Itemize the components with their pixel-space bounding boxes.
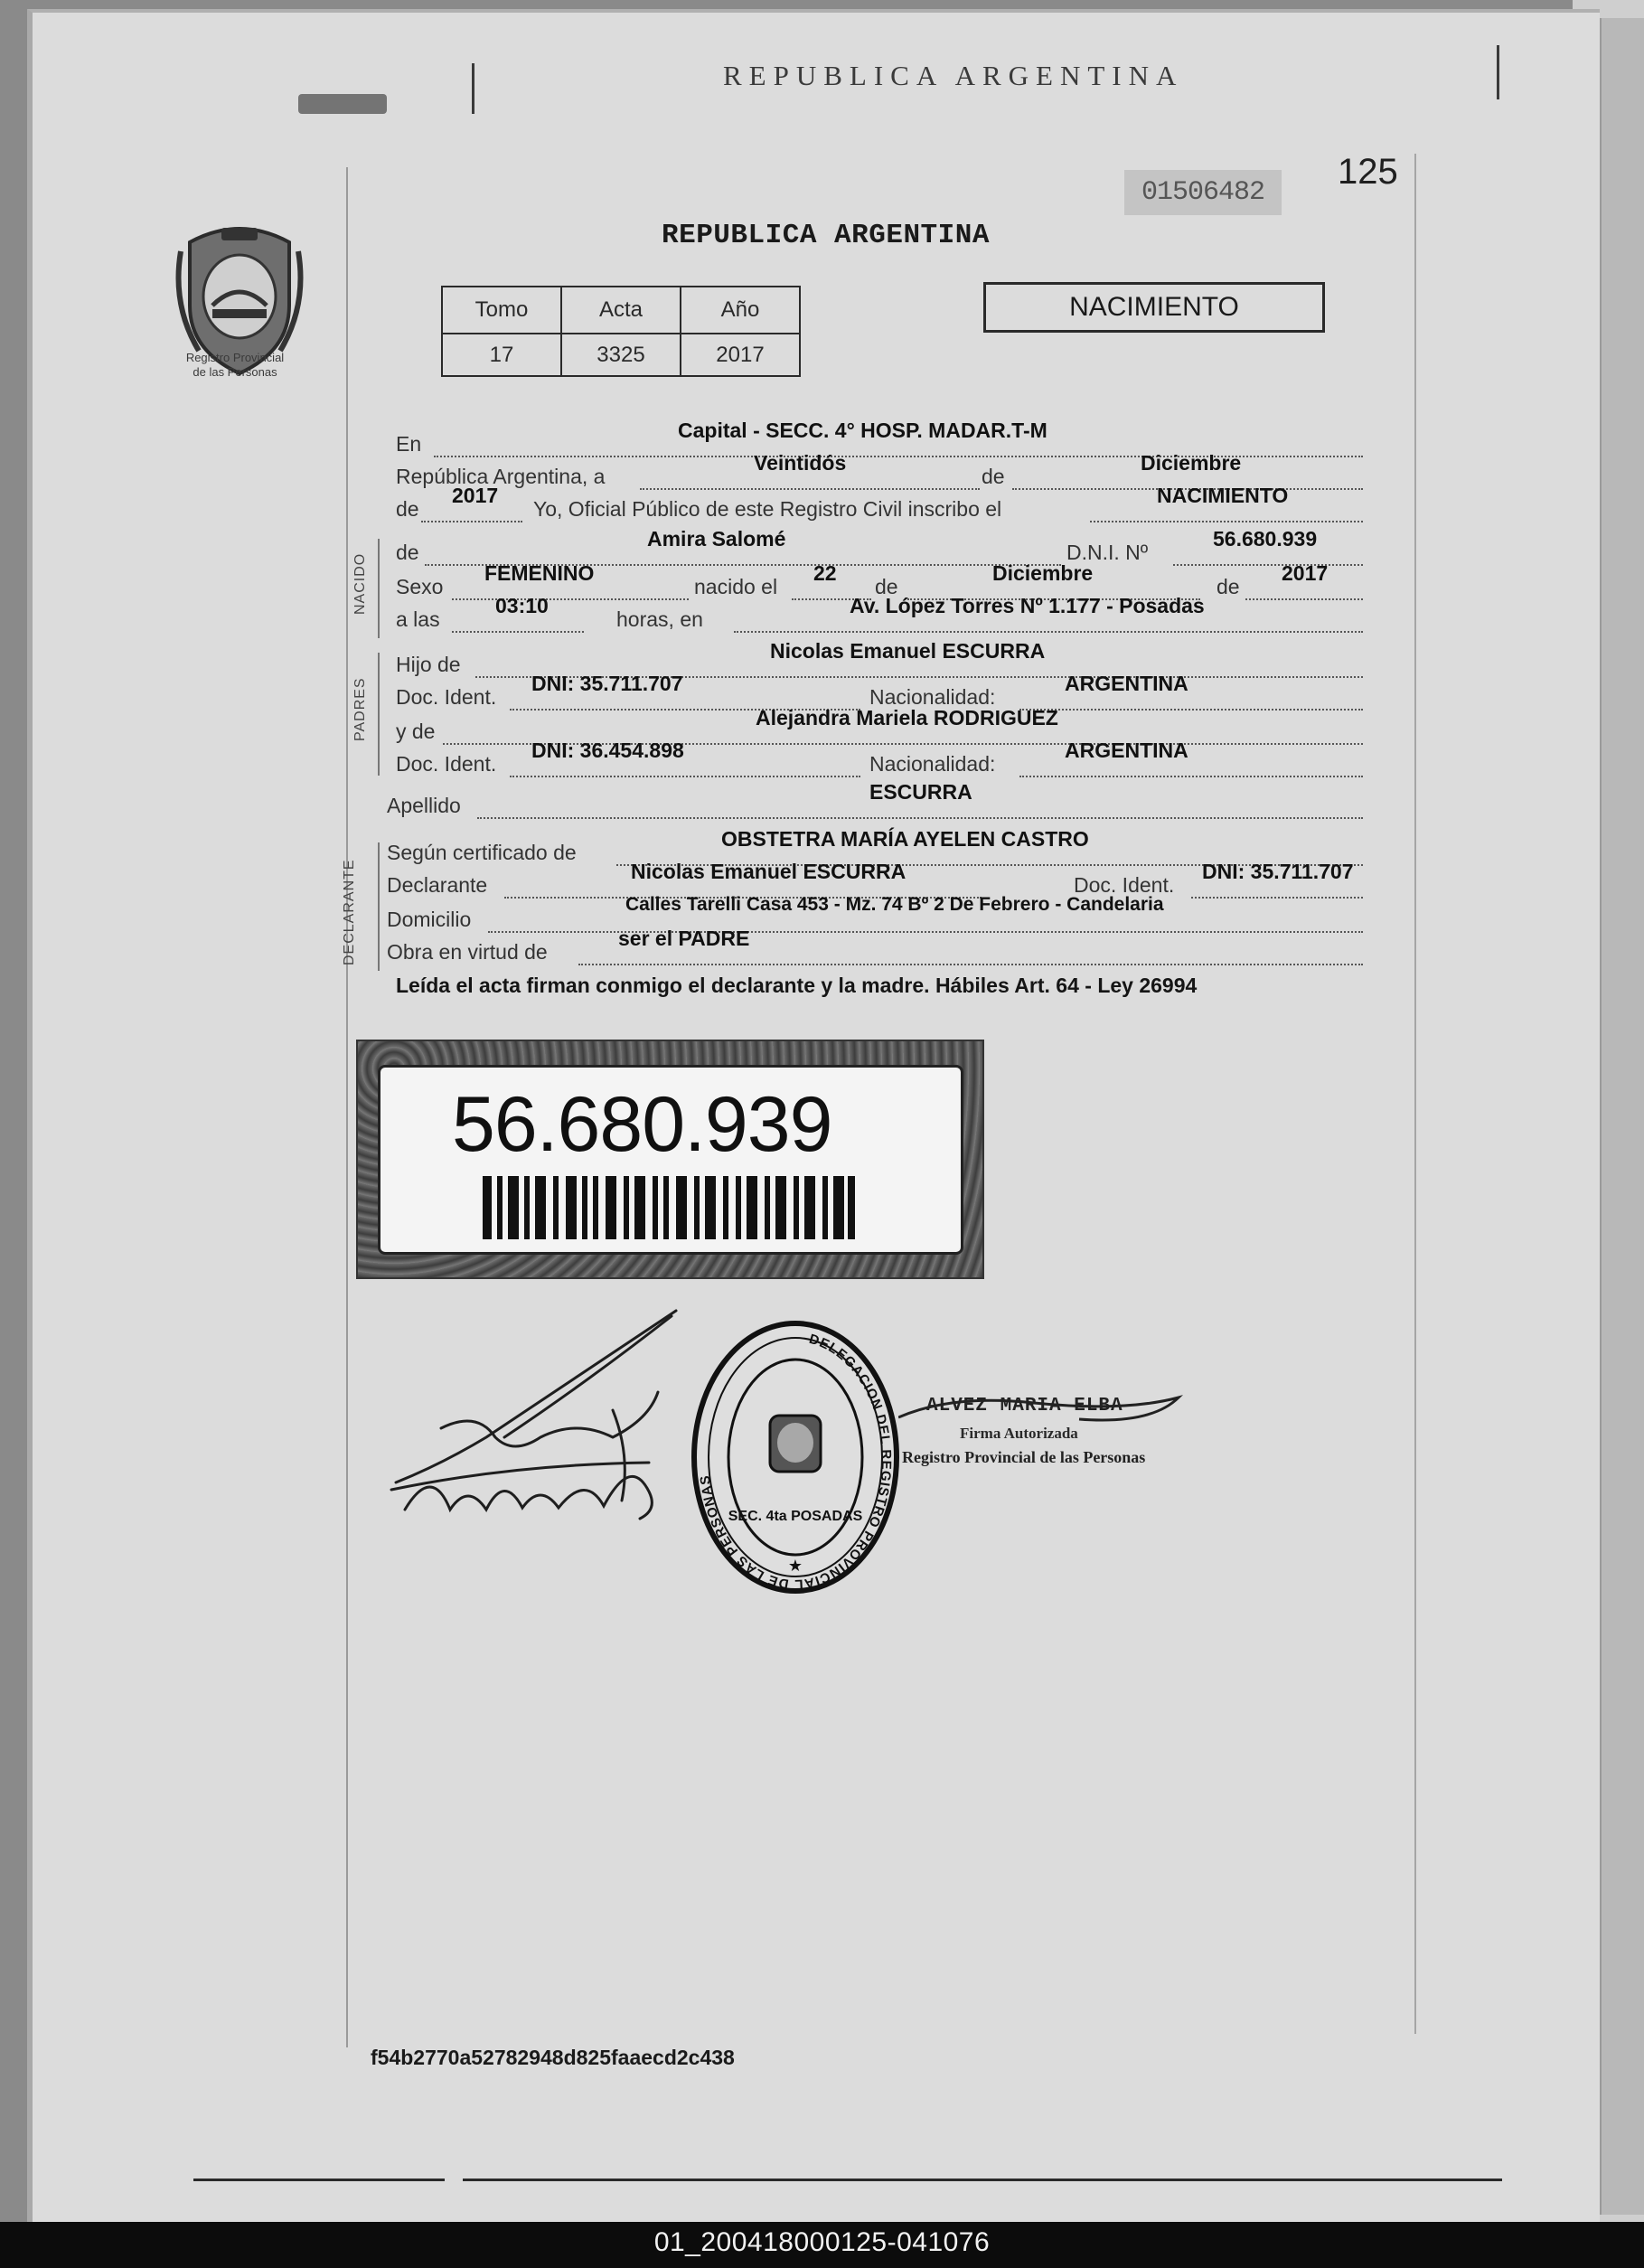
logo-caption-line-1: Registro Provincial [185, 351, 285, 364]
seal-inner-text: SEC. 4ta POSADAS [728, 1509, 863, 1524]
label-a-las: a las [396, 607, 440, 631]
value-nombre: Amira Salomé [647, 527, 786, 551]
record-value-tomo: 17 [442, 334, 561, 376]
record-value-anio: 2017 [681, 334, 800, 376]
signature-image [378, 1302, 685, 1537]
label-nacionalidad: Nacionalidad: [869, 752, 996, 776]
logo-caption [158, 351, 312, 380]
page-number: 125 [1338, 152, 1398, 192]
dotted-line [452, 598, 689, 600]
label-doc-ident: Doc. Ident. [1074, 873, 1175, 897]
value-nac-mes: Diciembre [992, 561, 1094, 585]
record-kind-box: NACIMIENTO [983, 282, 1325, 333]
value-dia: Veintidós [754, 451, 847, 475]
label-dni: D.N.I. Nº [1066, 541, 1149, 564]
record-header-acta: Acta [561, 287, 681, 334]
header-rule-right [1497, 45, 1499, 99]
header-stamp [298, 94, 387, 114]
label-en: En [396, 432, 422, 456]
value-lugar: Av. López Torres Nº 1.177 - Posadas [850, 594, 1205, 617]
label-segun-certificado: Según certificado de [387, 841, 577, 864]
section-rule-nacido [378, 539, 380, 638]
label-republica: República Argentina, a [396, 465, 606, 488]
record-header-anio: Año [681, 287, 800, 334]
value-nac-madre: ARGENTINA [1065, 739, 1188, 762]
label-de: de [1217, 575, 1240, 598]
svg-text:★: ★ [787, 1557, 803, 1576]
dotted-line [510, 776, 860, 777]
label-de: de [982, 465, 1005, 488]
value-padre: Nicolas Emanuel ESCURRA [770, 639, 1046, 663]
dotted-line [1191, 897, 1363, 899]
record-header-tomo: Tomo [442, 287, 561, 334]
label-de: de [875, 575, 898, 598]
image-caption: 01_200418000125-041076 [653, 2227, 991, 2257]
side-label-padres: PADRES [352, 677, 368, 741]
section-rule-padres [378, 653, 380, 776]
dotted-line [1090, 521, 1363, 522]
value-nac-anio: 2017 [1282, 561, 1329, 585]
dotted-line [578, 964, 1363, 965]
label-domicilio: Domicilio [387, 908, 472, 931]
value-doc-padre: DNI: 35.711.707 [531, 672, 683, 695]
value-madre: Alejandra Mariela RODRIGUEZ [756, 706, 1058, 729]
dotted-line [640, 488, 980, 490]
value-anio: 2017 [452, 484, 499, 507]
label-horas-en: horas, en [616, 607, 703, 631]
label-inscribo: Yo, Oficial Público de este Registro Civil inscribo el [533, 497, 1002, 521]
row-obra [387, 927, 1381, 976]
label-de: de [396, 541, 419, 564]
authorized-name: ALVEZ MARIA ELBA [926, 1396, 1123, 1416]
dotted-line [1245, 598, 1363, 600]
label-nacido-el: nacido el [694, 575, 778, 598]
value-doc-declarante: DNI: 35.711.707 [1202, 860, 1354, 883]
document-hash: f54b2770a52782948d825faaecd2c438 [371, 2046, 735, 2069]
value-nac-padre: ARGENTINA [1065, 672, 1188, 695]
record-table [441, 286, 801, 377]
value-sexo: FEMENINO [484, 561, 595, 585]
label-nacionalidad: Nacionalidad: [869, 685, 996, 709]
label-doc-ident: Doc. Ident. [396, 685, 497, 709]
dotted-line [1019, 776, 1363, 777]
closing-statement: Leída el acta firman conmigo el declarante y la madre. Hábiles Art. 64 - Ley 26994 [396, 974, 1198, 997]
row-domicilio [387, 894, 1381, 944]
label-declarante: Declarante [387, 873, 488, 897]
value-segun: OBSTETRA MARÍA AYELEN CASTRO [721, 827, 1089, 851]
row-apellido [387, 780, 1381, 830]
label-hijo-de: Hijo de [396, 653, 461, 676]
label-de: de [396, 497, 419, 521]
value-mes: Diciembre [1141, 451, 1242, 475]
value-apellido: ESCURRA [869, 780, 972, 804]
side-label-nacido: NACIDO [352, 552, 368, 615]
bottom-rule-right [463, 2179, 1502, 2181]
barcode-number: 56.680.939 [452, 1081, 832, 1168]
value-doc-madre: DNI: 36.454.898 [531, 739, 684, 762]
side-label-declarante: DECLARANTE [342, 859, 357, 965]
value-domicilio: Calles Tarelli Casa 453 - Mz. 74 Bº 2 De Febrero - Candelaria [625, 894, 1164, 915]
section-rule-declarante [378, 842, 380, 971]
value-hora: 03:10 [495, 594, 549, 617]
dotted-line [421, 521, 522, 522]
official-seal-icon [687, 1316, 904, 1596]
seal-ring-text: DELEGACION DEL REGISTRO PROVINCIAL DE LAS PERSONAS [697, 1331, 895, 1593]
row-hora [396, 594, 1381, 644]
value-obra: ser el PADRE [618, 927, 750, 950]
form-title: REPUBLICA ARGENTINA [662, 220, 990, 251]
dotted-line [452, 631, 584, 633]
value-en: Capital - SECC. 4° HOSP. MADAR.T-M [678, 419, 1047, 442]
form-right-border [1414, 154, 1416, 2034]
label-obra: Obra en virtud de [387, 940, 548, 964]
dotted-line [477, 817, 1363, 819]
dotted-line [1173, 564, 1363, 566]
header-rule-left [472, 63, 474, 114]
authorized-role: Firma Autorizada [960, 1425, 1078, 1442]
label-y-de: y de [396, 720, 436, 743]
value-dni: 56.680.939 [1213, 527, 1318, 551]
label-sexo: Sexo [396, 575, 444, 598]
value-nac-dia: 22 [813, 561, 837, 585]
page-edge-inner [1600, 18, 1644, 2215]
value-declarante: Nicolas Emanuel ESCURRA [631, 860, 907, 883]
dotted-line [1019, 709, 1363, 711]
label-apellido: Apellido [387, 794, 461, 817]
serial-number: 01506482 [1124, 170, 1282, 215]
form-left-border [346, 167, 348, 2047]
value-inscribo: NACIMIENTO [1157, 484, 1289, 507]
bottom-rule-left [193, 2179, 445, 2181]
record-value-acta: 3325 [561, 334, 681, 376]
barcode-icon [483, 1176, 855, 1239]
dotted-line [734, 631, 1363, 633]
book-title: REPUBLICA ARGENTINA [723, 60, 1184, 91]
authorized-org: Registro Provincial de las Personas [902, 1448, 1146, 1466]
logo-caption-line-2: de las Personas [193, 365, 277, 379]
label-doc-ident: Doc. Ident. [396, 752, 497, 776]
